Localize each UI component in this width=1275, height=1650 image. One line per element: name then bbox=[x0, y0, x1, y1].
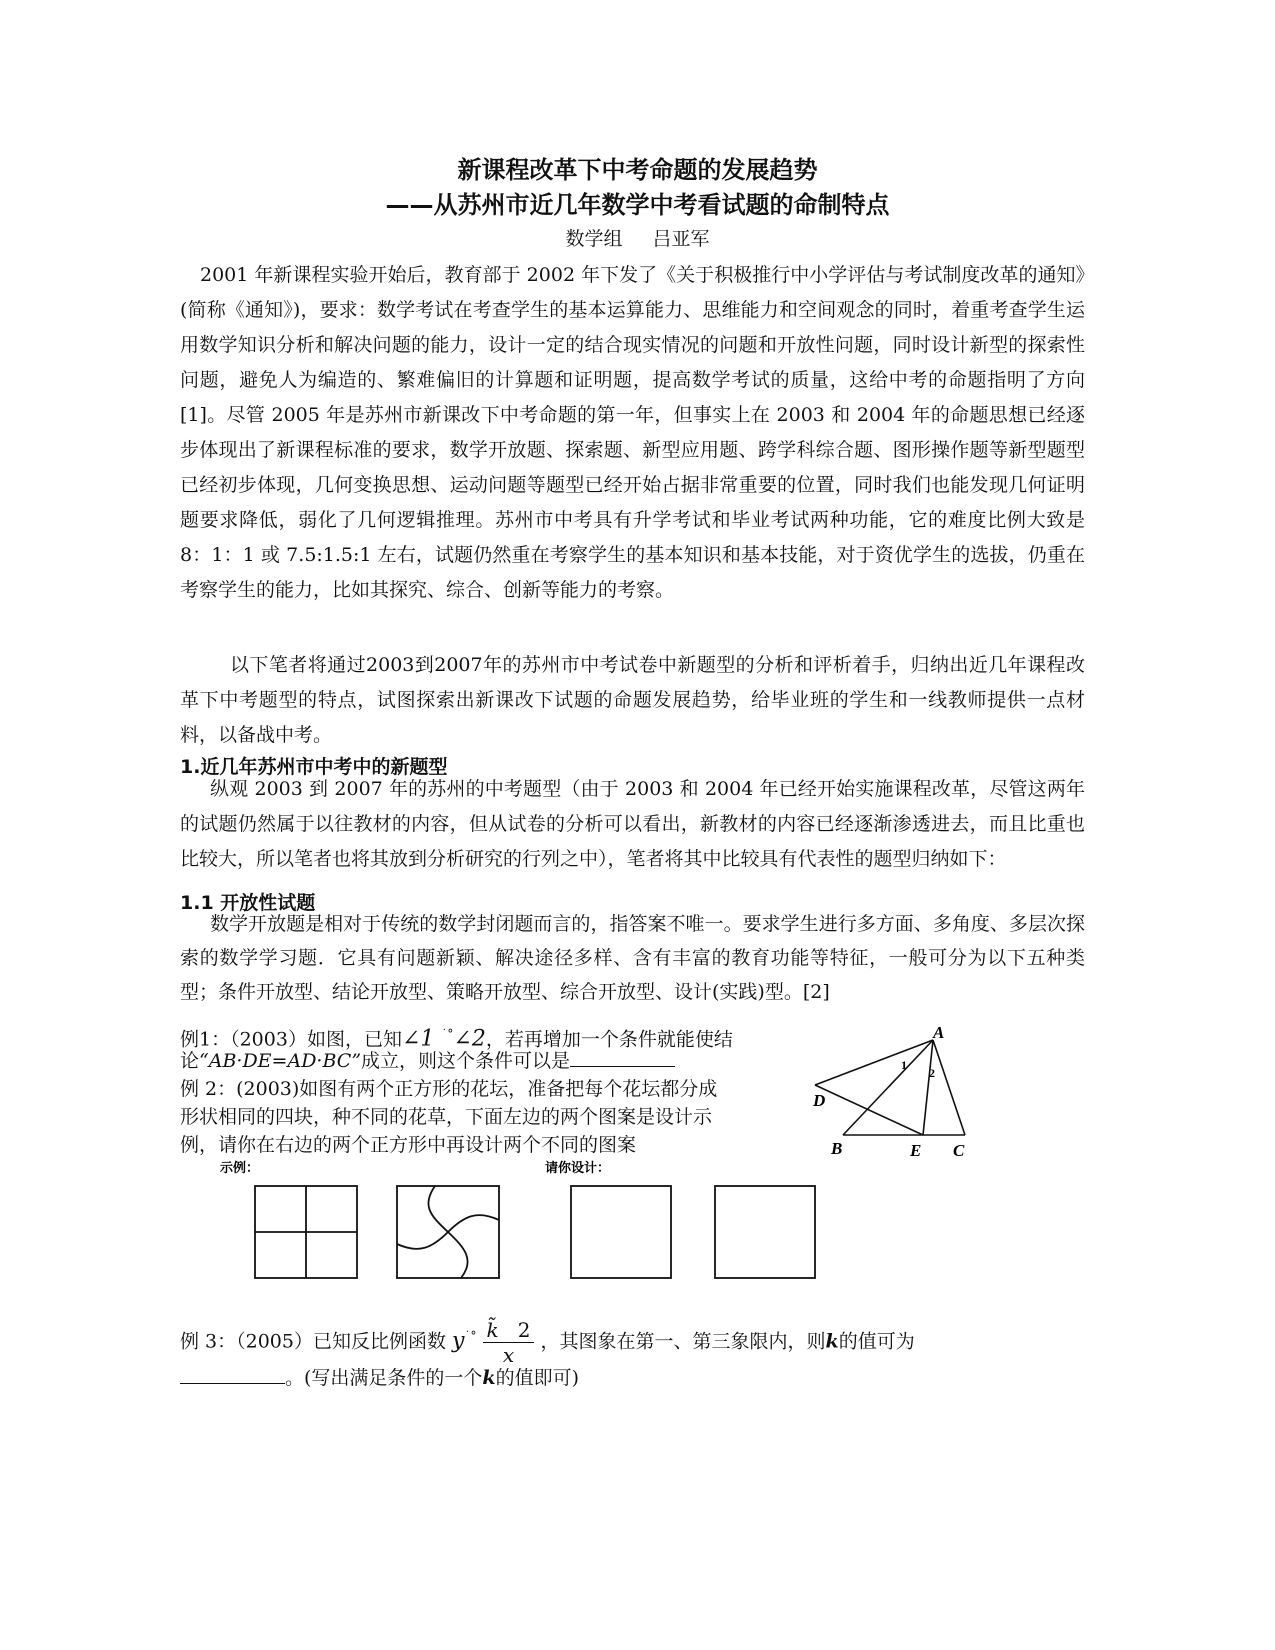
section-1-text: 纵观 2003 到 2007 年的苏州的中考题型（由于 2003 和 2004 年已经开始实施课程改革，尽管这两年的试题仍然属于以往教材的内容，但从试卷的分析可以看出，新教材的内容已经逐渐渗透进去，而且比重也比较大，所以笔者也将其放到分析研究的行列之中），笔者将其中比较具有代表性的题型归纳如下： bbox=[180, 778, 1085, 870]
section-1-1-text: 数学开放题是相对于传统的数学封闭题而言的，指答案不唯一。要求学生进行多方面、多角度、多层次探索的数学学习题．它具有问题新颖、解决途径多样、含有丰富的教育功能等特征，一般可分为以下五种类型；条件开放型、结论开放型、策略开放型、综合开放型、设计(实践)型。[2] bbox=[180, 913, 1085, 1003]
author-group: 数学组 bbox=[565, 228, 623, 250]
answer-blank bbox=[180, 1363, 285, 1384]
garbled-symbol: ˙° bbox=[464, 1329, 477, 1344]
section-1-1-heading: 1.1 开放性试题 bbox=[180, 892, 316, 914]
fraction-numerator: k̃ 2 bbox=[483, 1318, 535, 1343]
example-3-line-1: 例 3：（2005）已知反比例函数 y˙° $\frac{k̃ 2}{x}$ ，其图象在第一、第三象限内，则k的值可为 bbox=[180, 1318, 915, 1367]
garbled-symbol: ˙° bbox=[441, 1027, 454, 1041]
example-1-line-1: 例1：（2003）如图，已知∠1 ˙°∠2，若再增加一个条件就能使结 bbox=[180, 1026, 733, 1052]
vertex-E-label: E bbox=[910, 1141, 922, 1160]
document-title: 新课程改革下中考命题的发展趋势 bbox=[457, 156, 818, 184]
answer-blank bbox=[570, 1046, 675, 1067]
angle-2-label: 2 bbox=[929, 1066, 935, 1080]
edge-AC bbox=[933, 1040, 965, 1135]
section-1-heading: 1.近几年苏州市中考中的新题型 bbox=[180, 756, 448, 778]
pinwheel-arc-3 bbox=[448, 1232, 468, 1278]
vertex-D-label: D bbox=[813, 1091, 826, 1110]
design-square-1 bbox=[571, 1186, 671, 1278]
angle-1-label: 1 bbox=[901, 1058, 907, 1072]
edge-DE bbox=[815, 1085, 923, 1135]
vertex-A-label: A bbox=[933, 1023, 945, 1042]
purpose-paragraph: 以下笔者将通过2003到2007年的苏州市中考试卷中新题型的分析和评析着手，归纳出近几年课程改革下中考题型的特点，试图探索出新课改下试题的命题发展趋势，给毕业班的学生和一线教师提供一点材料，以备战中考。 bbox=[180, 654, 1085, 746]
author-line bbox=[0, 224, 1275, 251]
document-subtitle: ——从苏州市近几年数学中考看试题的命制特点 bbox=[385, 191, 890, 219]
angle-1-math: ∠1 bbox=[401, 1026, 442, 1052]
example-label: 示例： bbox=[220, 1161, 260, 1176]
edge-AB bbox=[843, 1040, 933, 1135]
vertex-B-label: B bbox=[831, 1139, 843, 1158]
edge-AD bbox=[815, 1040, 933, 1085]
author-name: 吕亚军 bbox=[652, 228, 710, 250]
example-3-line-2: 。(写出满足条件的一个k的值即可) bbox=[180, 1362, 579, 1395]
example-1-equation: “AB·DE=AD·BC” bbox=[199, 1050, 362, 1072]
pinwheel-arc-1 bbox=[428, 1186, 448, 1232]
design-label: 请你设计： bbox=[545, 1161, 611, 1176]
edge-AE bbox=[923, 1040, 933, 1135]
example-1-line-2: 论“AB·DE=AD·BC”成立，则这个条件可以是 bbox=[180, 1045, 675, 1078]
example-2-line-3: 例，请你在右边的两个正方形中再设计两个不同的图案 bbox=[180, 1134, 637, 1156]
design-square-2 bbox=[715, 1186, 815, 1278]
variable-y: y bbox=[452, 1328, 465, 1354]
intro-paragraph: 2001 年新课程实验开始后，教育部于 2002 年下发了《关于积极推行中小学评估与考试制度改革的通知》(简称《通知》)，要求：数学考试在考查学生的基本运算能力、思维能力和空间观念的同时，着重考查学生运用数学知识分析和解决问题的能力，设计一定的结合现实情况的问题和开放性问题，同时设计新型的探索性问题，避免人为编造的、繁难偏旧的计算题和证明题，提高数学考试的质量，这给中考的命题指明了方向[1]。尽管 2005 年是苏州市新课改下中考命题的第一年，但事实上在 2003 和 2004 年的命题思想已经逐步体现出了新课程标准的要求，数学开放题、探索题、新型应用题、跨学科综合题、图形操作题等新型题型已经初步体现，几何变换思想、运动问题等题型已经开始占据非常重要的位置，同时我们也能发现几何证明题要求降低，弱化了几何逻辑推理。苏州市中考具有升学考试和毕业考试两种功能，它的难度比例大致是 8：1：1 或 7.5:1.5:1 左右，试题仍然重在考察学生的基本知识和基本技能，对于资优学生的选拔，仍重在考察学生的能力，比如其探究、综合、创新等能力的考察。 bbox=[180, 264, 1085, 601]
flowerbed-squares-figure bbox=[205, 1158, 835, 1293]
example-2-line-1: 例 2：(2003)如图有两个正方形的花坛，准备把每个花坛都分成 bbox=[180, 1078, 718, 1100]
example-2-line-2: 形状相同的四块，种不同的花草，下面左边的两个图案是设计示 bbox=[180, 1106, 713, 1128]
variable-k: k bbox=[825, 1330, 839, 1353]
vertex-C-label: C bbox=[953, 1141, 965, 1160]
fraction bbox=[483, 1318, 535, 1367]
pinwheel-arc-2 bbox=[448, 1215, 499, 1232]
angle-2-math: ∠2 bbox=[453, 1026, 486, 1052]
triangle-figure bbox=[805, 1020, 980, 1160]
pinwheel-arc-4 bbox=[397, 1232, 448, 1249]
fraction-denominator: x bbox=[502, 1343, 515, 1367]
